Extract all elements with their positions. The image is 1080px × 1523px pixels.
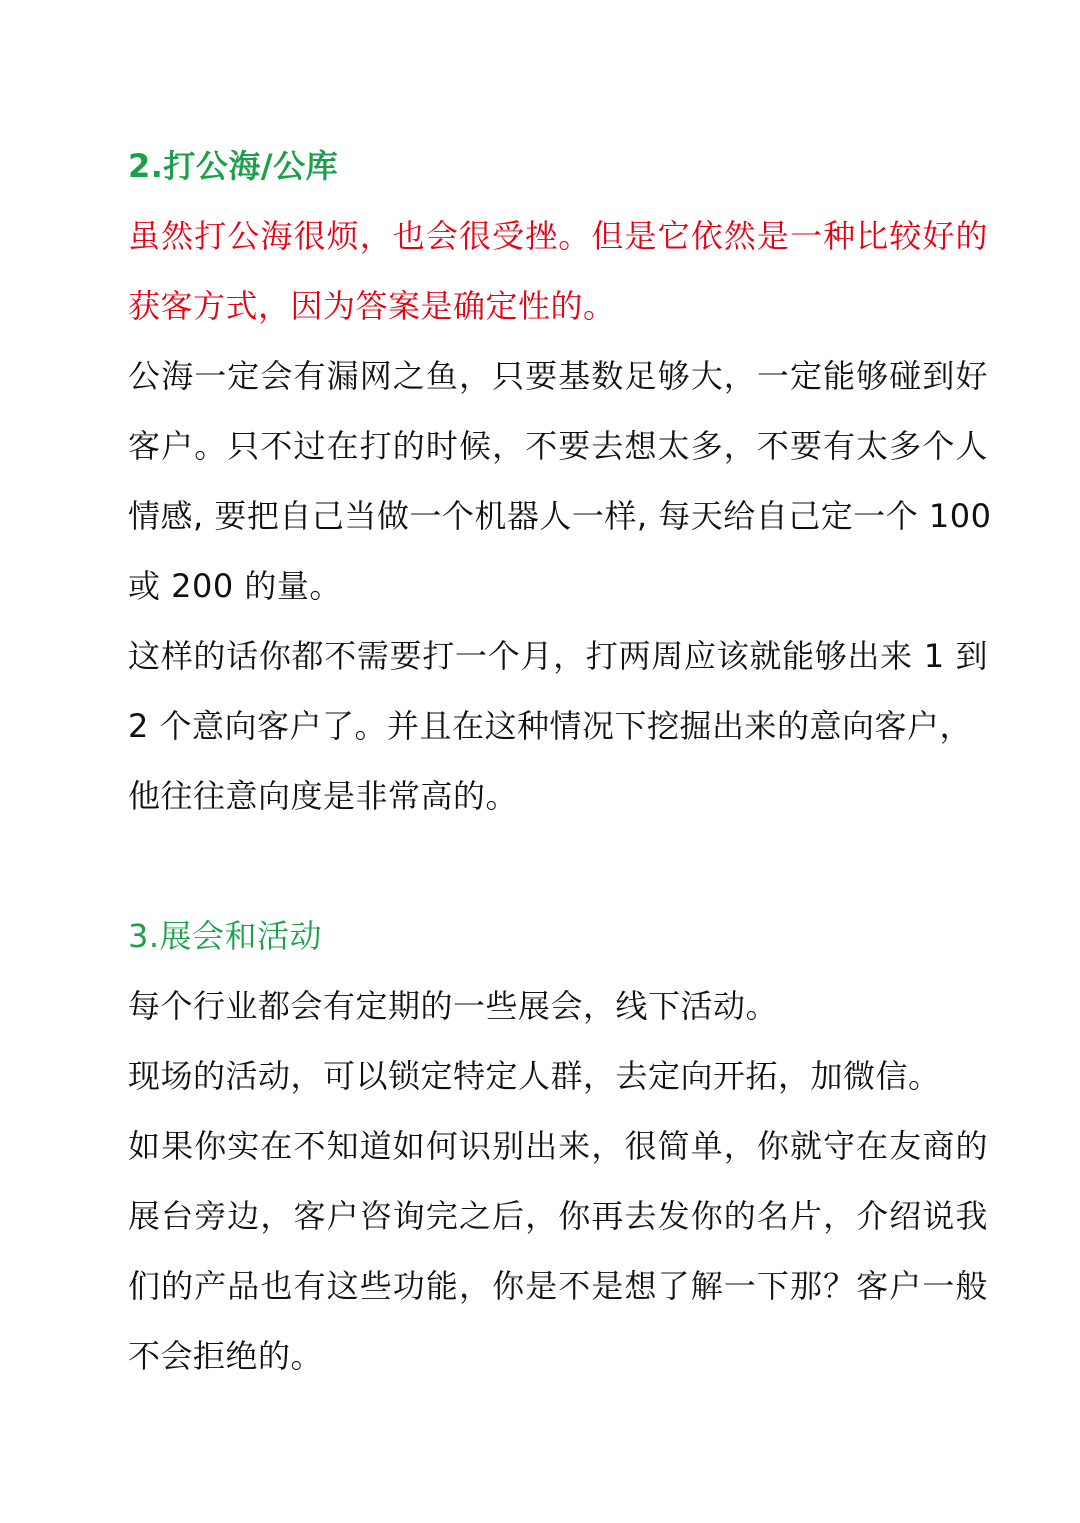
section-2-body-line-3: 情感, 要把自己当做一个机器人一样, 每天给自己定一个 100 <box>128 497 992 535</box>
section-2-body-line-6: 2 个意向客户了。并且在这种情况下挖掘出来的意向客户， <box>128 707 973 745</box>
section-2-body-line-5: 这样的话你都不需要打一个月，打两周应该就能够出来 1 到 <box>128 637 988 675</box>
section-3-body-line-2: 现场的活动，可以锁定特定人群，去定向开拓，加微信。 <box>128 1057 941 1095</box>
section-3-heading: 3.展会和活动 <box>128 917 323 955</box>
section-3-body-line-1: 每个行业都会有定期的一些展会，线下活动。 <box>128 987 779 1025</box>
section-2-emphasis-line-2: 获客方式，因为答案是确定性的。 <box>128 287 616 325</box>
section-3-body-line-3: 如果你实在不知道如何识别出来，很简单，你就守在友商的 <box>128 1127 988 1165</box>
section-2-emphasis-line-1: 虽然打公海很烦，也会很受挫。但是它依然是一种比较好的 <box>128 217 988 255</box>
section-3-body-line-6: 不会拒绝的。 <box>128 1337 324 1375</box>
section-2-body-line-7: 他往往意向度是非常高的。 <box>128 777 519 815</box>
section-2-heading: 2.打公海/公库 <box>128 147 339 185</box>
section-2-body-line-1: 公海一定会有漏网之鱼，只要基数足够大，一定能够碰到好 <box>128 357 988 395</box>
section-2-body-line-2: 客户。只不过在打的时候，不要去想太多，不要有太多个人 <box>128 427 988 465</box>
section-3-body-line-5: 们的产品也有这些功能，你是不是想了解一下那？客户一般 <box>128 1267 988 1305</box>
section-2-body-line-4: 或 200 的量。 <box>128 567 342 605</box>
section-3-body-line-4: 展台旁边，客户咨询完之后，你再去发你的名片，介绍说我 <box>128 1197 988 1235</box>
